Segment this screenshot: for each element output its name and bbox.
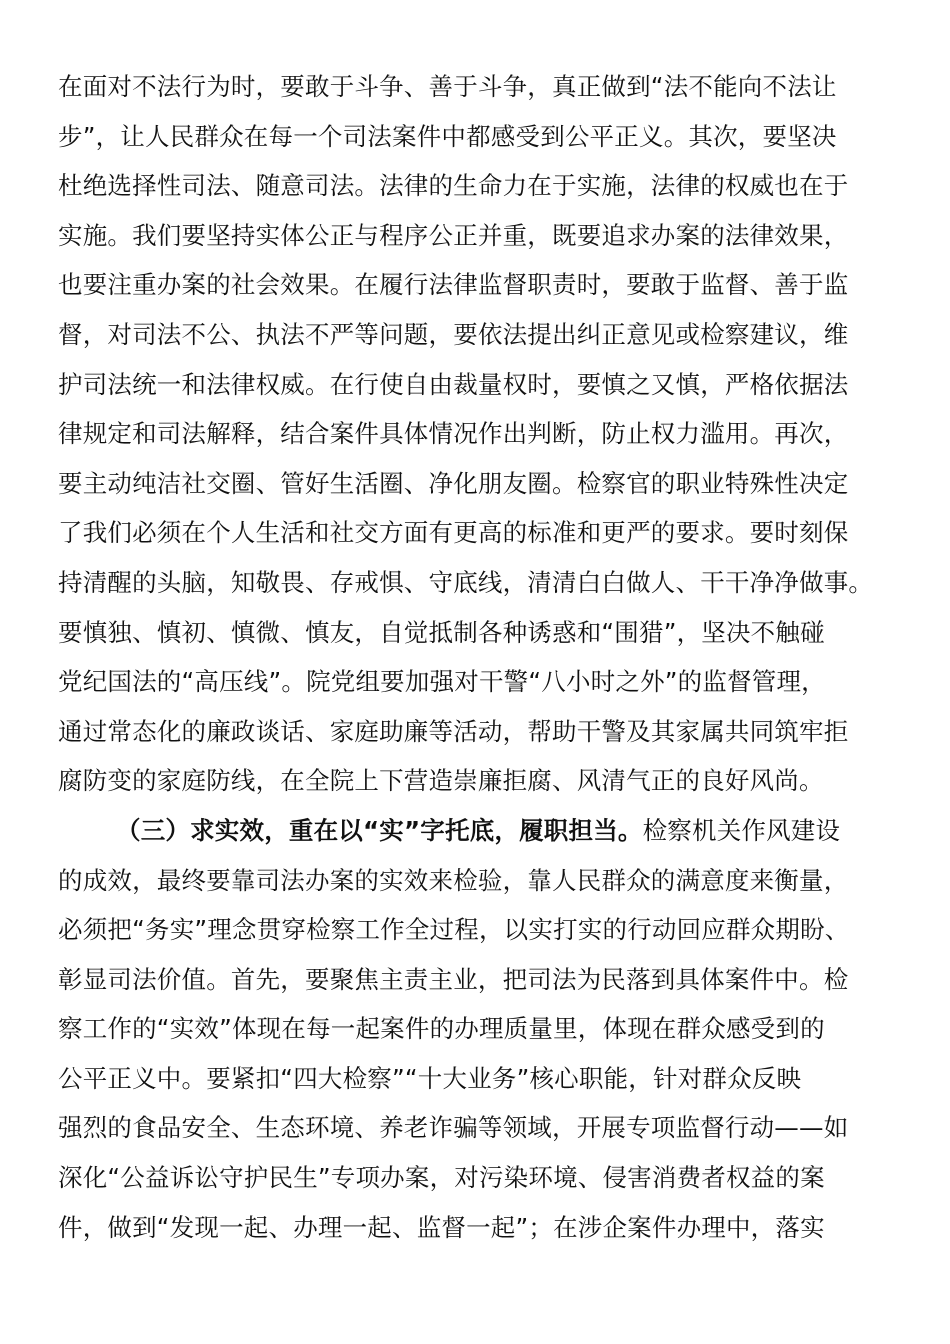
text-line: 也要注重办案的社会效果。在履行法律监督职责时，要敢于监督、善于监 [58, 270, 849, 300]
section-first-line [58, 806, 890, 856]
text-line: 公平正义中。要紧扣“四大检察”“十大业务”核心职能，针对群众反映 [58, 1063, 802, 1093]
text-line: 彰显司法价值。首先，要聚焦主责主业，把司法为民落到具体案件中。检 [58, 964, 849, 994]
section-first-line-text: 检察机关作风建设 [642, 815, 841, 845]
text-line: 强烈的食品安全、生态环境、养老诈骗等领域，开展专项监督行动——如 [58, 1113, 849, 1143]
text-line: 律规定和司法解释，结合案件具体情况作出判断，防止权力滥用。再次， [58, 419, 849, 449]
text-line: 在面对不法行为时，要敢于斗争、善于斗争，真正做到“法不能向不法让 [58, 72, 837, 101]
text-line: 护司法统一和法律权威。在行使自由裁量权时，要慎之又慎，严格依据法 [58, 369, 849, 399]
text-line: 腐防变的家庭防线，在全院上下营造崇廉拒腐、风清气正的良好风尚。 [58, 766, 824, 796]
text-line: 步”，让人民群众在每一个司法案件中都感受到公平正义。其次，要坚决 [58, 121, 837, 151]
text-line: 深化“公益诉讼守护民生”专项办案，对污染环境、侵害消费者权益的案 [58, 1163, 825, 1193]
text-line: 实施。我们要坚持实体公正与程序公正并重，既要追求办案的法律效果， [58, 220, 849, 250]
text-line: 的成效，最终要靠司法办案的实效来检验，靠人民群众的满意度来衡量， [58, 865, 849, 895]
text-line: 党纪国法的“高压线”。院党组要加强对干警“八小时之外”的监督管理， [58, 667, 826, 697]
section-heading: （三）求实效，重在以“实”字托底，履职担当。 [116, 815, 643, 845]
body-text [58, 62, 890, 1252]
text-line: 杜绝选择性司法、随意司法。法律的生命力在于实施，法律的权威也在于 [58, 171, 849, 201]
text-line: 件，做到“发现一起、办理一起、监督一起”；在涉企案件办理中，落实 [58, 1212, 825, 1242]
text-line: 必须把“务实”理念贯穿检察工作全过程，以实打实的行动回应群众期盼、 [58, 915, 850, 945]
text-line: 持清醒的头脑，知敬畏、存戒惧、守底线，清清白白做人、干干净净做事。 [58, 567, 874, 597]
text-line: 了我们必须在个人生活和社交方面有更高的标准和更严的要求。要时刻保 [58, 518, 849, 548]
text-line: 要主动纯洁社交圈、管好生活圈、净化朋友圈。检察官的职业特殊性决定 [58, 468, 849, 498]
text-line: 督，对司法不公、执法不严等问题，要依法提出纠正意见或检察建议，维 [58, 319, 849, 349]
text-line: 通过常态化的廉政谈话、家庭助廉等活动，帮助干警及其家属共同筑牢拒 [58, 716, 849, 746]
text-line: 察工作的“实效”体现在每一起案件的办理质量里，体现在群众感受到的 [58, 1014, 825, 1044]
text-line: 要慎独、慎初、慎微、慎友，自觉抵制各种诱惑和“围猎”，坚决不触碰 [58, 617, 825, 647]
